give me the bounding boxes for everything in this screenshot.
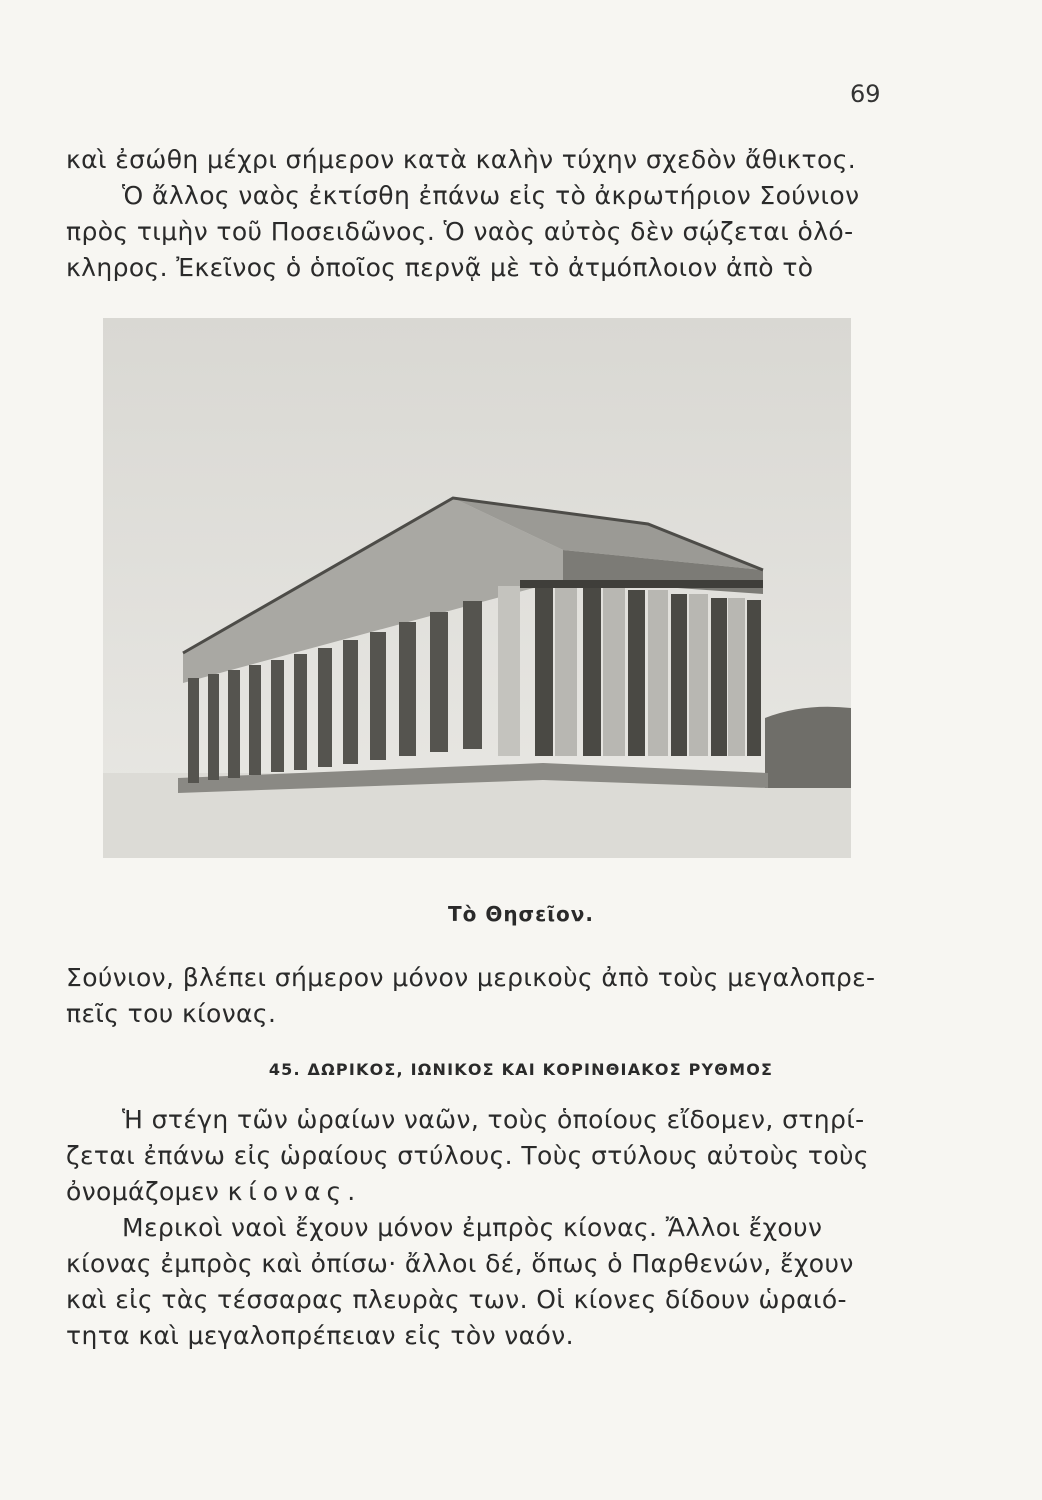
- text-line: κίονας ἐμπρὸς καὶ ὀπίσω· ἄλλοι δέ, ὅπως ὁ Παρθενών, ἔχουν: [66, 1249, 854, 1278]
- text-line: Ἡ στέγη τῶν ὡραίων ναῶν, τοὺς ὁποίους εἴδομεν, στηρί-: [122, 1105, 865, 1134]
- page-number: 69: [850, 80, 881, 108]
- text-line: κληρος. Ἐκεῖνος ὁ ὁποῖος περνᾷ μὲ τὸ ἀτμόπλοιον ἀπὸ τὸ: [66, 253, 814, 282]
- text-segment: ὀνομάζομεν: [66, 1177, 220, 1206]
- text-line: Σούνιον, βλέπει σήμερον μόνον μερικοὺς ἀπὸ τοὺς μεγαλοπρε-: [66, 963, 876, 992]
- continuation-paragraph: [66, 960, 886, 1032]
- text-line: Μερικοὶ ναοὶ ἔχουν μόνον ἐμπρὸς κίονας. Ἄλλοι ἔχουν: [122, 1213, 823, 1242]
- opening-paragraph: [66, 142, 886, 286]
- text-line: πεῖς του κίονας.: [66, 999, 277, 1028]
- theseion-illustration: [103, 318, 851, 858]
- text-segment: .: [347, 1177, 356, 1206]
- text-line: ζεται ἐπάνω εἰς ὡραίους στύλους. Τοὺς στύλους αὐτοὺς τοὺς: [66, 1141, 869, 1170]
- text-line: καὶ ἐσώθη μέχρι σήμερον κατὰ καλὴν τύχην σχεδὸν ἄθικτος.: [66, 145, 857, 174]
- text-line: [66, 1174, 886, 1210]
- section-paragraph-1: [66, 1102, 886, 1210]
- text-line: τητα καὶ μεγαλοπρέπειαν εἰς τὸν ναόν.: [66, 1321, 574, 1350]
- temple-photograph: [103, 318, 851, 858]
- figure-caption: Τὸ Θησεῖον.: [447, 902, 595, 926]
- section-paragraph-2: [66, 1210, 886, 1354]
- text-line: πρὸς τιμὴν τοῦ Ποσειδῶνος. Ὁ ναὸς αὐτὸς δὲν σῴζεται ὁλό-: [66, 217, 854, 246]
- text-line: καὶ εἰς τὰς τέσσαρας πλευρὰς των. Οἱ κίονες δίδουν ὡραιό-: [66, 1285, 847, 1314]
- emphasized-term: κίονας: [227, 1177, 348, 1206]
- section-heading: 45. ΔΩΡΙΚΟΣ, ΙΩΝΙΚΟΣ ΚΑΙ ΚΟΡΙΝΘΙΑΚΟΣ ΡΥΘΜΟΣ: [268, 1060, 774, 1079]
- text-line: Ὁ ἄλλος ναὸς ἐκτίσθη ἐπάνω εἰς τὸ ἀκρωτήριον Σούνιον: [122, 181, 860, 210]
